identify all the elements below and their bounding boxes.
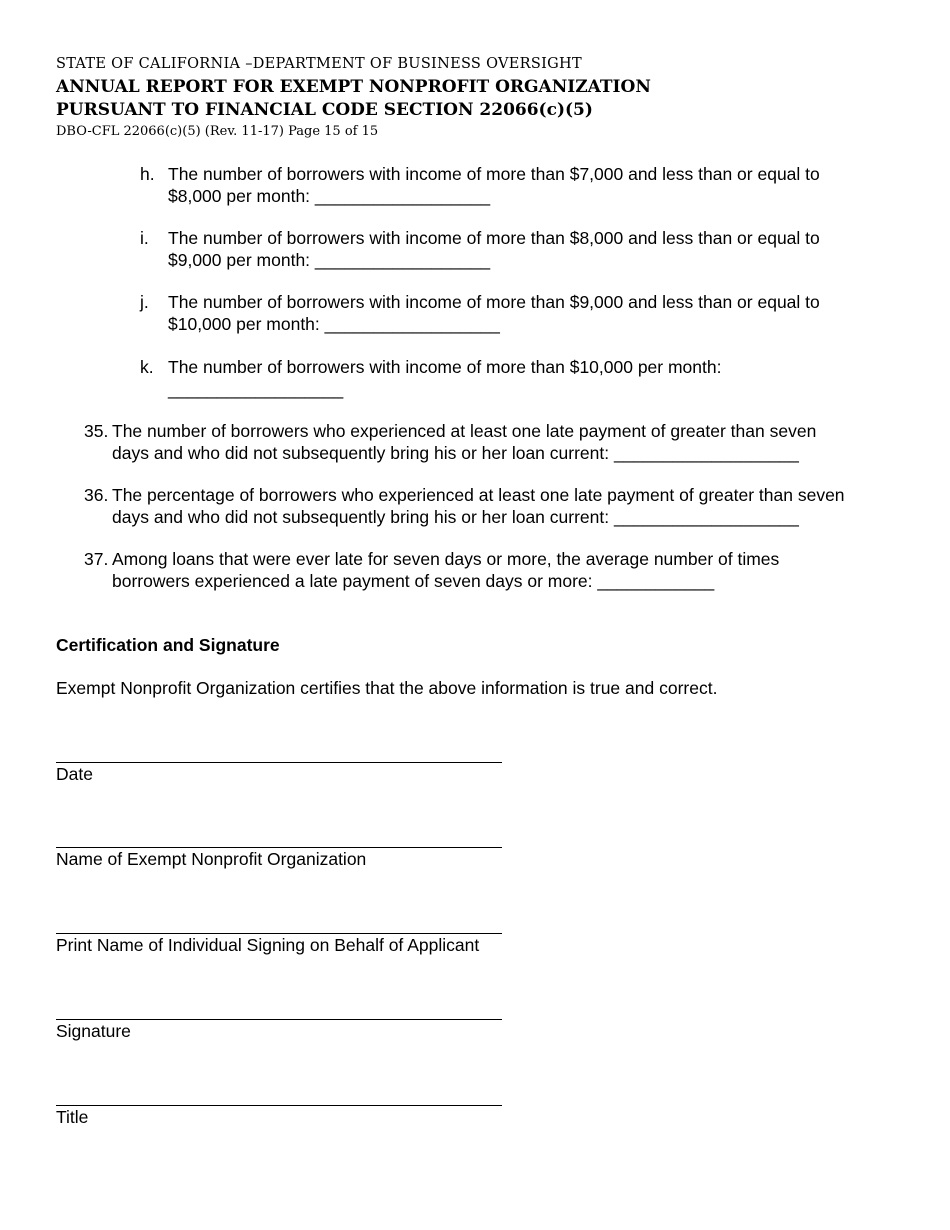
- question-text-line2: days and who did not subsequently bring his or her loan current: ___________________: [112, 443, 799, 463]
- certification-statement: Exempt Nonprofit Organization certifies that the above information is true and correct.: [56, 678, 718, 698]
- question-text-line2: days and who did not subsequently bring his or her loan current: ___________________: [112, 507, 799, 527]
- subitem-text-line2: $10,000 per month: __________________: [168, 314, 500, 334]
- title-line[interactable]: [56, 1105, 502, 1106]
- subitem-text-line1: The number of borrowers with income of more than $8,000 and less than or equal to: [168, 228, 820, 248]
- subitem-text-line1: The number of borrowers with income of more than $7,000 and less than or equal to: [168, 164, 820, 184]
- subitem-label: j.: [140, 292, 149, 312]
- form-id: DBO-CFL 22066(c)(5) (Rev. 11-17) Page 15 of 15: [56, 124, 379, 139]
- date-line[interactable]: [56, 762, 502, 763]
- question-text-line2: borrowers experienced a late payment of seven days or more: ____________: [112, 571, 715, 591]
- subitem-text-line1: The number of borrowers with income of more than $9,000 and less than or equal to: [168, 292, 820, 312]
- question-text-line1: The percentage of borrowers who experienced at least one late payment of greater than seven: [112, 485, 845, 505]
- subitem-text-line2: $9,000 per month: __________________: [168, 250, 491, 270]
- subitem-text-line1: The number of borrowers with income of more than $10,000 per month:: [168, 357, 722, 377]
- report-title-line2: PURSUANT TO FINANCIAL CODE SECTION 22066(c)(5): [56, 100, 593, 120]
- signature-label: Signature: [56, 1021, 131, 1041]
- organization-name-label: Name of Exempt Nonprofit Organization: [56, 849, 367, 869]
- signer-name-label: Print Name of Individual Signing on Behalf of Applicant: [56, 935, 480, 955]
- question-text-line1: The number of borrowers who experienced at least one late payment of greater than seven: [112, 421, 817, 441]
- question-number: 37.: [84, 549, 109, 569]
- question-text-line1: Among loans that were ever late for seven days or more, the average number of times: [112, 549, 780, 569]
- question-number: 35.: [84, 421, 109, 441]
- certification-heading: Certification and Signature: [56, 635, 280, 655]
- report-title-line1: ANNUAL REPORT FOR EXEMPT NONPROFIT ORGANIZATION: [56, 77, 651, 97]
- question-number: 36.: [84, 485, 109, 505]
- subitem-text-line2: __________________: [168, 379, 344, 399]
- subitem-label: i.: [140, 228, 149, 248]
- agency-name: STATE OF CALIFORNIA –DEPARTMENT OF BUSINESS OVERSIGHT: [56, 56, 582, 72]
- subitem-label: h.: [140, 164, 155, 184]
- subitem-text-line2: $8,000 per month: __________________: [168, 186, 491, 206]
- title-label: Title: [56, 1107, 89, 1127]
- date-label: Date: [56, 764, 93, 784]
- subitem-label: k.: [140, 357, 154, 377]
